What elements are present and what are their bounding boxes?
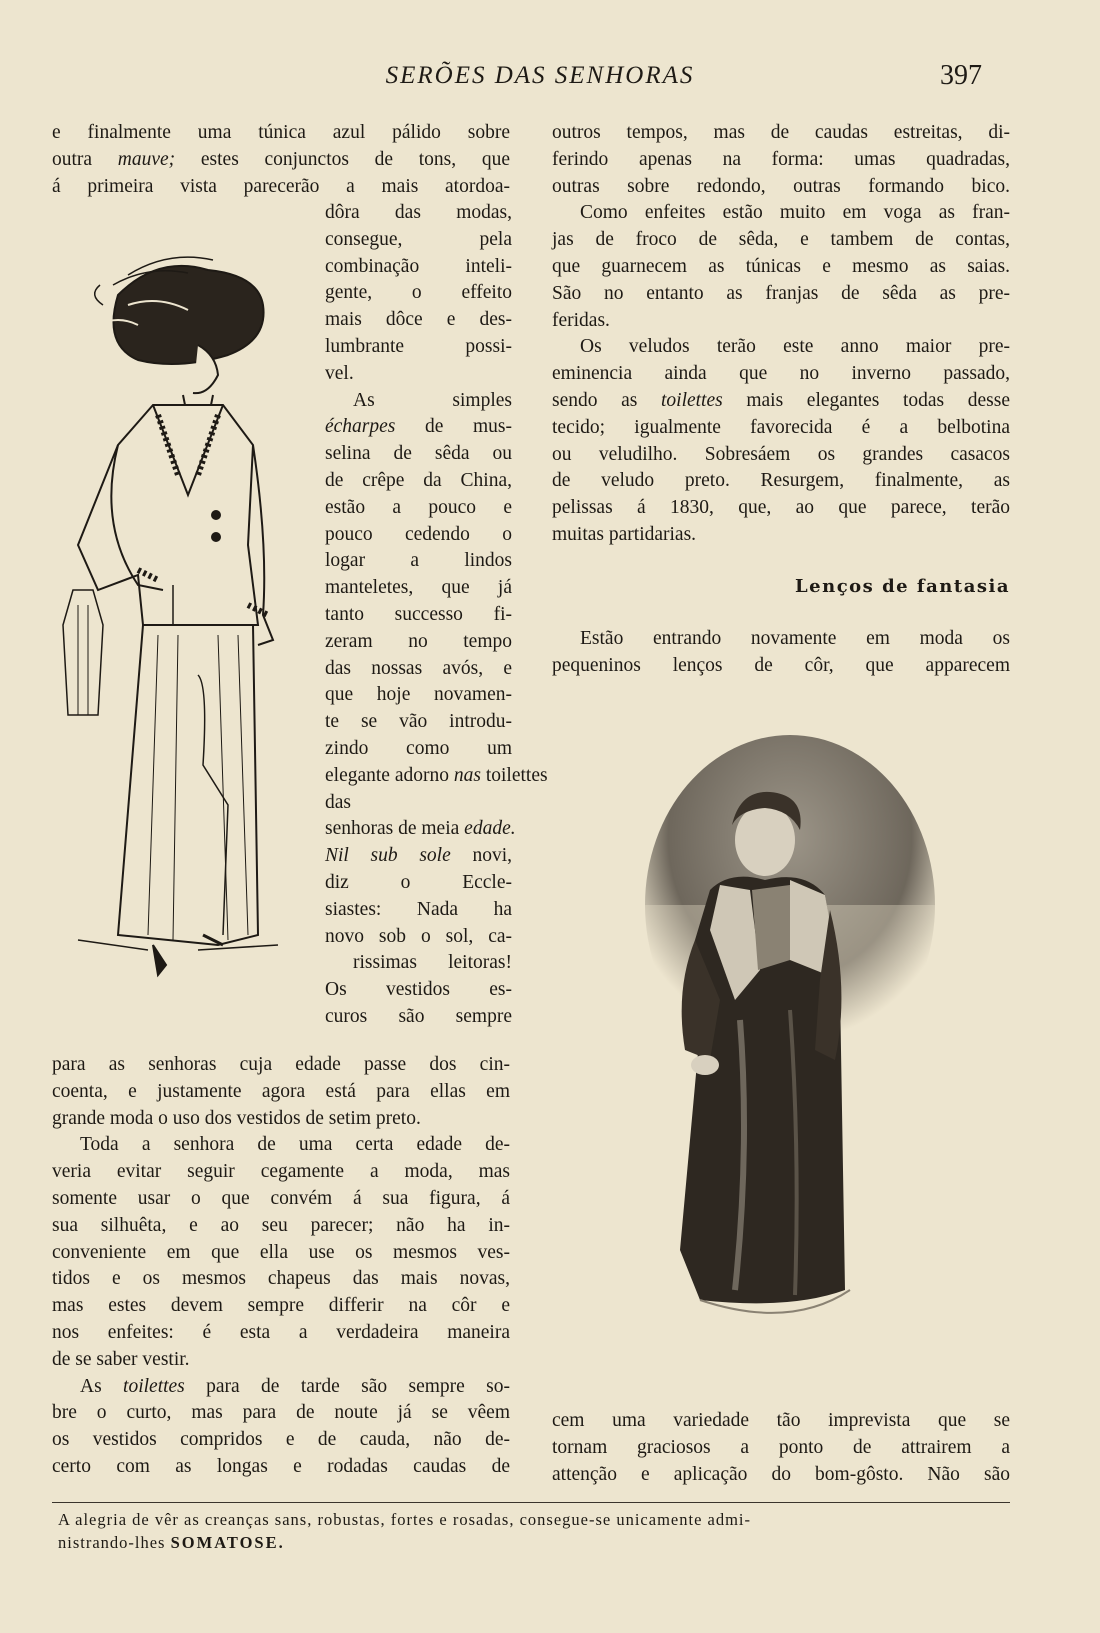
text-line: coenta, e justamente agora está para ellas em — [52, 1080, 510, 1102]
italic-term: écharpes — [325, 416, 396, 438]
footer-advertisement — [58, 1508, 1008, 1554]
text-line — [325, 763, 548, 790]
text-line: das — [325, 791, 351, 813]
text-line: tanto successo fi- — [325, 603, 512, 625]
text-line: grande moda o uso dos vestidos de setim preto. — [52, 1107, 421, 1129]
left-column-bottom — [52, 1052, 510, 1481]
left-column-top — [52, 120, 510, 200]
text-line: de se saber vestir. — [52, 1348, 190, 1370]
text-line: á primeira vista parecerão a mais atordoa- — [52, 175, 510, 197]
fashion-illustration-svg — [58, 245, 318, 1025]
text-line: zeram no tempo — [325, 630, 512, 652]
italic-term: nas — [453, 764, 481, 786]
right-column-intro — [552, 626, 1010, 680]
brand-name: SOMATOSE. — [170, 1533, 285, 1552]
footer-line: A alegria de vêr as creanças sans, robustas, fortes e rosadas, consegue-se unicamente admi- — [58, 1510, 752, 1529]
section-heading: Lenços de fantasia — [795, 576, 1010, 597]
text-line: das nossas avós, e — [325, 657, 512, 679]
photo-svg — [640, 730, 940, 1370]
text-line: ou veludilho. Sobresáem os grandes casacos — [552, 443, 1010, 465]
right-column-top — [552, 120, 1010, 549]
text-line — [325, 816, 516, 843]
footer-divider — [52, 1502, 1010, 1503]
text-line: zindo como um — [325, 737, 512, 759]
text-line — [325, 843, 512, 870]
text-line: jas de froco de sêda, e tambem de contas, — [552, 229, 1010, 251]
text-run: As — [80, 1375, 102, 1397]
text-run: estes conjunctos de tons, que — [200, 148, 510, 170]
text-line: outras sobre redondo, outras formando bico. — [552, 175, 1010, 197]
text-line: muitas partidarias. — [552, 523, 697, 545]
text-line: mais dôce e des- — [325, 309, 512, 331]
text-line: nos enfeites: é esta a verdadeira maneira — [52, 1321, 510, 1343]
text-line — [552, 388, 1010, 415]
left-column-narrow — [325, 200, 548, 1031]
text-line: Os vestidos es- — [325, 979, 512, 1001]
text-run: elegante adorno — [325, 764, 449, 786]
italic-term: edade. — [464, 818, 516, 840]
text-line: pelissas á 1830, que, ao que parece, terão — [552, 497, 1010, 519]
text-line: siastes: Nada ha — [325, 898, 512, 920]
text-line: conveniente em que ella use os mesmos ves- — [52, 1241, 510, 1263]
text-line: bre o curto, mas para de noute já se vêem — [52, 1402, 510, 1424]
text-line: manteletes, que já — [325, 577, 512, 599]
text-run: de mus- — [425, 416, 512, 438]
italic-term: Nil sub sole — [325, 845, 451, 867]
text-run: sendo as — [552, 389, 638, 411]
text-line: cem uma variedade tão imprevista que se — [552, 1410, 1010, 1431]
photo-woman-velvet-coat — [640, 730, 940, 1370]
italic-term: mauve; — [117, 148, 176, 170]
text-line: que guarnecem as túnicas e mesmo as saias. — [552, 255, 1010, 277]
text-line: Estão entrando novamente em moda os — [580, 628, 1010, 649]
text-line: de veludo preto. Resurgem, finalmente, as — [552, 470, 1010, 492]
text-line: tidos e os mesmos chapeus das mais novas, — [52, 1268, 510, 1290]
text-line: ferindo apenas na forma: umas quadradas, — [552, 148, 1010, 170]
text-line: Os veludos terão este anno maior pre- — [580, 336, 1010, 358]
text-line: Como enfeites estão muito em voga as fran- — [580, 202, 1010, 224]
italic-term: toilettes — [123, 1375, 185, 1397]
text-line: sua silhuêta, e ao seu parecer; não ha in- — [52, 1214, 510, 1236]
text-line: combinação inteli- — [325, 255, 512, 277]
text-line: feridas. — [552, 309, 610, 331]
text-line: rissimas leitoras! — [353, 952, 512, 974]
text-line: mas estes devem sempre differir na côr e — [52, 1295, 510, 1317]
text-line: de crêpe da China, — [325, 469, 512, 491]
text-line: As simples — [353, 389, 512, 411]
text-line: Toda a senhora de uma certa edade de- — [80, 1134, 510, 1156]
text-line: dôra das modas, — [325, 202, 512, 223]
text-line: gente, o effeito — [325, 282, 512, 304]
text-line: certo com as longas e rodadas caudas de — [52, 1455, 510, 1477]
italic-term: toilettes — [660, 389, 723, 411]
running-title: SERÕES DAS SENHORAS — [385, 62, 695, 89]
text-line: pouco cedendo o — [325, 523, 512, 545]
text-run: senhoras de meia — [325, 818, 460, 840]
text-line: logar a lindos — [325, 550, 512, 572]
text-line: consegue, pela — [325, 228, 512, 250]
text-line: novo sob o sol, ca- — [325, 925, 512, 947]
text-line: lumbrante possi- — [325, 335, 512, 357]
text-line: diz o Eccle- — [325, 871, 512, 893]
text-line: para as senhoras cuja edade passe dos cin- — [52, 1054, 510, 1075]
text-line: attenção e aplicação do bom-gôsto. Não são — [552, 1463, 1010, 1485]
text-line: curos são sempre — [325, 1005, 512, 1027]
text-run: novi, — [472, 845, 512, 867]
text-line: selina de sêda ou — [325, 443, 512, 465]
text-line: somente usar o que convém á sua figura, á — [52, 1187, 510, 1209]
text-run: para de tarde são sempre so- — [206, 1375, 510, 1397]
text-line — [325, 414, 512, 441]
text-line: tornam graciosos a ponto de attrairem a — [552, 1436, 1010, 1458]
text-line: veria evitar seguir cegamente a moda, mas — [52, 1161, 510, 1183]
text-line: vel. — [325, 362, 354, 384]
text-line: te se vão introdu- — [325, 711, 512, 733]
right-column-bottom — [552, 1408, 1010, 1488]
text-line: e finalmente uma túnica azul pálido sobre — [52, 122, 510, 143]
text-line: outros tempos, mas de caudas estreitas, di- — [552, 122, 1010, 143]
running-header — [0, 60, 1100, 100]
text-run: toilettes — [485, 764, 548, 786]
text-line — [52, 147, 510, 174]
text-line: eminencia ainda que no inverno passado, — [552, 363, 1010, 385]
text-run: mais elegantes todas desse — [746, 389, 1010, 411]
text-line — [52, 1374, 510, 1401]
text-line: os vestidos compridos e de cauda, não de- — [52, 1429, 510, 1451]
text-run: outra — [52, 148, 93, 170]
text-line: São no entanto as franjas de sêda as pre- — [552, 282, 1010, 304]
page-number: 397 — [940, 60, 982, 91]
text-line: estão a pouco e — [325, 496, 512, 518]
text-line: pequeninos lenços de côr, que apparecem — [552, 654, 1010, 676]
fashion-illustration-jacket — [58, 245, 318, 1025]
footer-line: nistrando-lhes — [58, 1533, 166, 1552]
text-line: tecido; igualmente favorecida é a belbotina — [552, 416, 1010, 438]
text-line: que hoje novamen- — [325, 684, 512, 706]
